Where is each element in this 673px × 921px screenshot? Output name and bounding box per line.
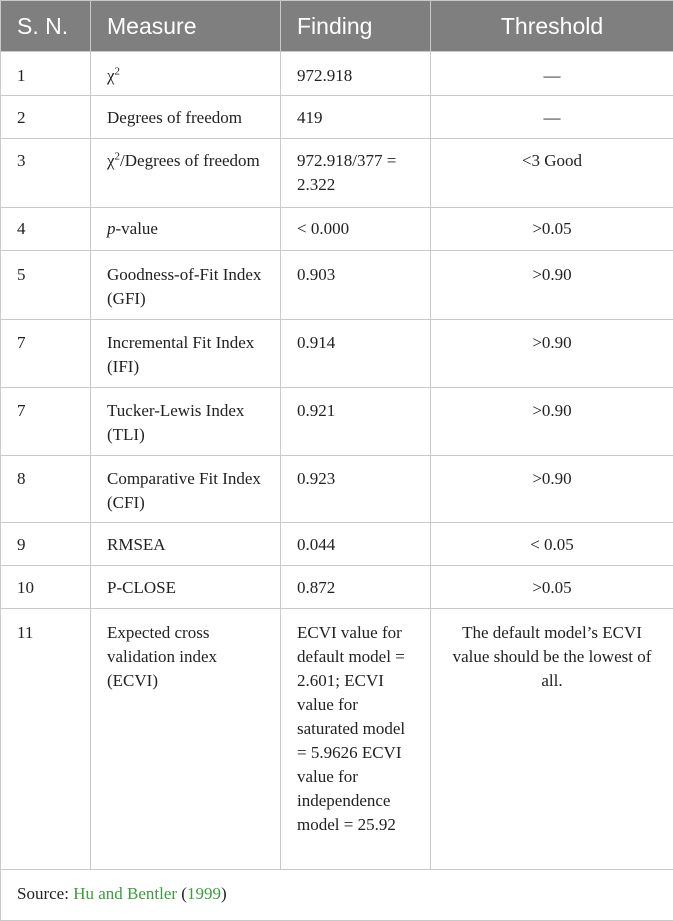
cell-finding: 0.903	[281, 251, 431, 320]
table-row	[1, 139, 673, 208]
cell-threshold: >0.90	[431, 456, 673, 523]
source-note	[1, 870, 673, 921]
table-row	[1, 566, 673, 609]
table-header-row	[1, 1, 673, 52]
cell-measure: Degrees of freedom	[91, 96, 281, 139]
cell-finding: 0.914	[281, 320, 431, 388]
cell-finding: 0.044	[281, 523, 431, 566]
cell-measure: Goodness-of-Fit Index (GFI)	[91, 251, 281, 320]
cell-threshold: < 0.05	[431, 523, 673, 566]
table-row	[1, 208, 673, 251]
cell-threshold: >0.90	[431, 320, 673, 388]
source-year-link[interactable]: 1999	[187, 884, 221, 903]
cell-finding: < 0.000	[281, 208, 431, 251]
cell-threshold: —	[431, 52, 673, 96]
source-authors-link[interactable]: Hu and Bentler	[73, 884, 177, 903]
cell-sn: 2	[1, 96, 91, 139]
table-row	[1, 388, 673, 456]
cell-threshold: >0.05	[431, 566, 673, 609]
table-row	[1, 523, 673, 566]
cell-threshold: —	[431, 96, 673, 139]
cell-sn: 4	[1, 208, 91, 251]
p-symbol: p	[107, 219, 116, 238]
cell-finding: 0.923	[281, 456, 431, 523]
cell-finding: 419	[281, 96, 431, 139]
cell-sn: 5	[1, 251, 91, 320]
cell-sn: 8	[1, 456, 91, 523]
cell-measure: Tucker-Lewis Index (TLI)	[91, 388, 281, 456]
cell-sn: 7	[1, 388, 91, 456]
cell-measure	[91, 208, 281, 251]
cell-measure: RMSEA	[91, 523, 281, 566]
table-row	[1, 609, 673, 870]
table-row	[1, 52, 673, 96]
cell-measure: Incremental Fit Index (IFI)	[91, 320, 281, 388]
source-row	[1, 870, 673, 921]
measure-text: -value	[116, 219, 158, 238]
superscript: 2	[115, 65, 121, 77]
cell-threshold: >0.90	[431, 251, 673, 320]
header-finding: Finding	[281, 1, 431, 52]
cell-sn: 11	[1, 609, 91, 870]
source-prefix: Source:	[17, 884, 73, 903]
cell-threshold: The default model’s ECVI value should be the lowest of all.	[431, 609, 673, 870]
cell-threshold: >0.90	[431, 388, 673, 456]
table-row	[1, 251, 673, 320]
cell-measure: Comparative Fit Index (CFI)	[91, 456, 281, 523]
cell-threshold: <3 Good	[431, 139, 673, 208]
cell-finding: 0.872	[281, 566, 431, 609]
source-year-close: )	[221, 884, 227, 903]
header-threshold: Threshold	[431, 1, 673, 52]
superscript: 2	[115, 150, 121, 162]
cell-sn: 1	[1, 52, 91, 96]
cell-finding: 972.918/377 = 2.322	[281, 139, 431, 208]
cell-sn: 9	[1, 523, 91, 566]
cell-sn: 10	[1, 566, 91, 609]
cell-threshold: >0.05	[431, 208, 673, 251]
cell-finding: ECVI value for default model = 2.601; ECVI value for saturated model = 5.9626 ECVI value for independence model = 25.92	[281, 609, 431, 870]
header-measure: Measure	[91, 1, 281, 52]
table-row	[1, 456, 673, 523]
chi-symbol: χ	[107, 66, 115, 85]
cell-measure	[91, 139, 281, 208]
chi-symbol: χ	[107, 151, 115, 170]
table-row	[1, 320, 673, 388]
cell-sn: 3	[1, 139, 91, 208]
source-year-open: (	[177, 884, 187, 903]
cell-sn: 7	[1, 320, 91, 388]
cell-finding: 0.921	[281, 388, 431, 456]
header-sn: S. N.	[1, 1, 91, 52]
cell-measure	[91, 52, 281, 96]
cell-measure: P-CLOSE	[91, 566, 281, 609]
table-row	[1, 96, 673, 139]
cell-measure: Expected cross validation index (ECVI)	[91, 609, 281, 870]
cell-finding: 972.918	[281, 52, 431, 96]
measure-text: /Degrees of freedom	[120, 151, 260, 170]
